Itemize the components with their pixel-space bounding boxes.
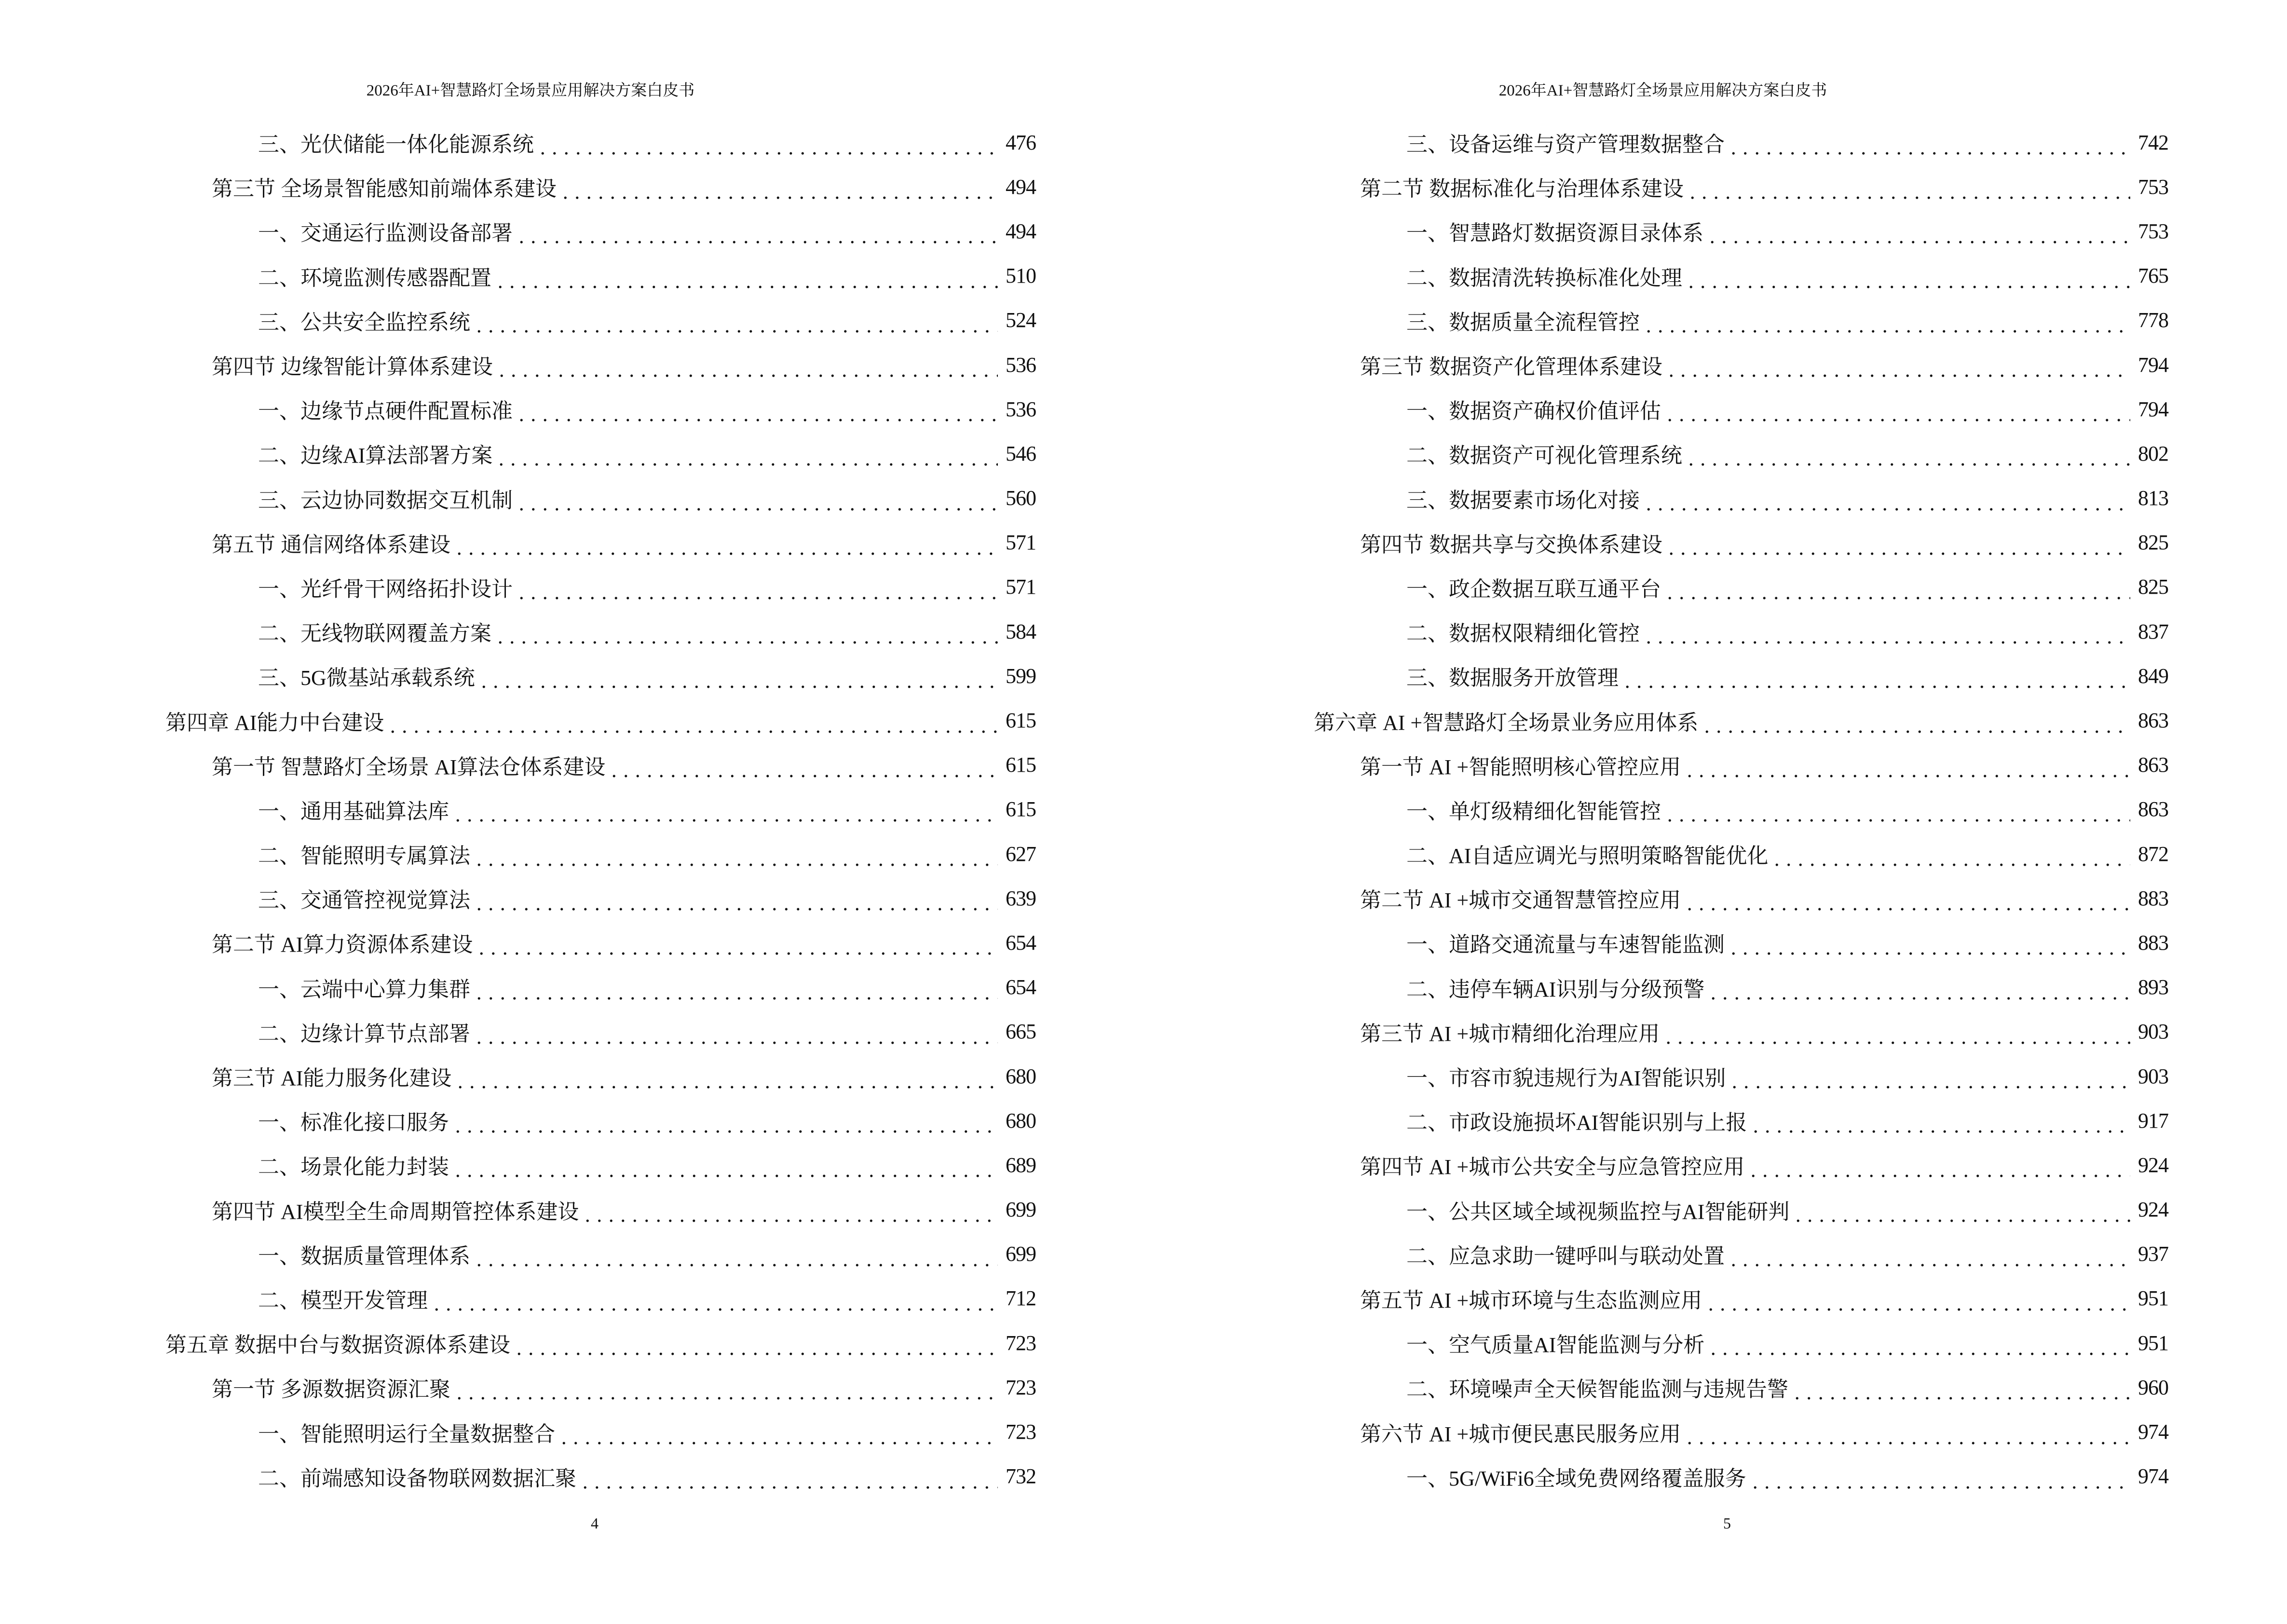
toc-entry-title: 二、AI自适应调光与照明策略智能优化: [1406, 844, 1769, 868]
dot-leader: [494, 269, 998, 290]
toc-entry-title: 二、场景化能力封装: [258, 1155, 449, 1179]
toc-entry-page-number: 937: [2138, 1242, 2168, 1266]
toc-entry-page-number: 883: [2138, 930, 2168, 955]
dot-leader: [1728, 135, 2130, 156]
toc-entry-page-number: 893: [2138, 975, 2168, 999]
toc-entry-item[interactable]: [165, 120, 1036, 164]
toc-entry-page-number: 917: [2138, 1108, 2168, 1133]
toc-entry-page-number: 494: [1006, 219, 1036, 243]
toc-entry-page-number: 960: [2138, 1375, 2168, 1399]
toc-entry-title: 第六节 AI +城市便民惠民服务应用: [1360, 1422, 1681, 1446]
dot-leader: [494, 624, 998, 645]
toc-entry-page-number: 742: [2138, 130, 2168, 154]
toc-entry-title: 二、环境噪声全天候智能监测与违规告警: [1406, 1378, 1788, 1402]
toc-entry-page-number: 951: [2138, 1331, 2168, 1355]
toc-entry-item[interactable]: [165, 387, 1036, 431]
toc-entry-title: 第五章 数据中台与数据资源体系建设: [165, 1333, 510, 1357]
toc-entry-page-number: 825: [2138, 531, 2168, 555]
toc-entry-page-number: 510: [1006, 264, 1036, 288]
dot-leader: [1747, 1158, 2130, 1179]
toc-entry-item[interactable]: [165, 965, 1036, 1010]
toc-entry-title: 第三节 全场景智能感知前端体系建设: [212, 177, 557, 201]
toc-entry-page-number: 951: [2138, 1286, 2168, 1310]
dot-leader: [473, 980, 998, 1001]
toc-entry-page-number: 924: [2138, 1198, 2168, 1222]
toc-entry-title: 一、政企数据互联互通平台: [1406, 577, 1661, 601]
toc-entry-page-number: 778: [2138, 308, 2168, 332]
dot-leader: [1664, 580, 2130, 601]
toc-entry-title: 第五节 通信网络体系建设: [212, 532, 450, 557]
toc-entry-item[interactable]: [1314, 832, 2168, 876]
dot-leader: [516, 580, 998, 601]
toc-entry-page-number: 654: [1006, 930, 1036, 955]
toc-entry-page-number: 560: [1006, 486, 1036, 510]
toc-entry-page-number: 665: [1006, 1020, 1036, 1044]
dot-leader: [1771, 846, 2130, 868]
dot-leader: [453, 535, 998, 557]
toc-entry-page-number: 615: [1006, 753, 1036, 777]
dot-leader: [1749, 1469, 2130, 1490]
dot-leader: [452, 802, 998, 823]
toc-entry-title: 第一节 AI +智能照明核心管控应用: [1360, 755, 1681, 779]
dot-leader: [431, 1291, 998, 1312]
toc-entry-title: 一、市容市貌违规行为AI智能识别: [1406, 1066, 1726, 1091]
toc-entry-page-number: 699: [1006, 1242, 1036, 1266]
toc-entry-title: 第二节 AI算力资源体系建设: [212, 933, 473, 957]
toc-entry-page-number: 903: [2138, 1020, 2168, 1044]
dot-leader: [1685, 446, 2130, 467]
toc-entry-title: 第三节 AI +城市精细化治理应用: [1360, 1022, 1660, 1046]
toc-entry-page-number: 654: [1006, 975, 1036, 999]
toc-entry-title: 二、边缘AI算法部署方案: [258, 444, 493, 468]
toc-entry-page-number: 825: [2138, 575, 2168, 599]
dot-leader: [1684, 1425, 2130, 1446]
toc-entry-title: 一、公共区域全域视频监控与AI智能研判: [1406, 1200, 1790, 1224]
toc-entry-page-number: 584: [1006, 619, 1036, 643]
dot-leader: [1621, 669, 2130, 690]
dot-leader: [1729, 1069, 2130, 1090]
toc-entry-page-number: 753: [2138, 175, 2168, 199]
toc-entry-page-number: 689: [1006, 1153, 1036, 1177]
toc-entry-page-number: 903: [2138, 1064, 2168, 1088]
toc-entry-page-number: 813: [2138, 486, 2168, 510]
toc-entry-item[interactable]: [165, 832, 1036, 876]
toc-entry-item[interactable]: [165, 209, 1036, 253]
toc-entry-title: 三、交通管控视觉算法: [258, 888, 470, 913]
toc-entry-item[interactable]: [1314, 476, 2168, 520]
dot-leader: [473, 891, 998, 912]
toc-entry-page-number: 712: [1006, 1286, 1036, 1310]
dot-leader: [1685, 269, 2130, 290]
toc-entry-page-number: 723: [1006, 1375, 1036, 1399]
dot-leader: [516, 402, 998, 423]
toc-entry-item[interactable]: [165, 476, 1036, 520]
toc-entry-title: 第四节 AI模型全生命周期管控体系建设: [212, 1200, 579, 1224]
toc-entry-page-number: 863: [2138, 709, 2168, 733]
dot-leader: [516, 224, 998, 245]
toc-entry-page-number: 599: [1006, 664, 1036, 688]
toc-entry-item[interactable]: [1314, 120, 2168, 164]
toc-entry-item[interactable]: [1314, 1187, 2168, 1232]
toc-entry-section[interactable]: [1314, 520, 2168, 565]
toc-entry-item[interactable]: [1314, 565, 2168, 609]
toc-entry-title: 第六章 AI +智慧路灯全场景业务应用体系: [1314, 710, 1699, 735]
toc-entry-title: 第一节 智慧路灯全场景 AI算法仓体系建设: [212, 755, 606, 779]
toc-entry-item[interactable]: [1314, 1098, 2168, 1143]
toc-entry-title: 二、环境监测传感器配置: [258, 266, 491, 290]
dot-leader: [1707, 1336, 2130, 1357]
toc-entry-title: 第二节 数据标准化与治理体系建设: [1360, 177, 1684, 201]
toc-entry-title: 三、数据质量全流程管控: [1406, 310, 1640, 334]
toc-entry-page-number: 615: [1006, 797, 1036, 821]
toc-entry-item[interactable]: [165, 654, 1036, 698]
dot-leader: [1684, 891, 2130, 912]
toc-entry-page-number: 924: [2138, 1153, 2168, 1177]
toc-entry-title: 一、边缘节点硬件配置标准: [258, 399, 513, 423]
toc-entry-title: 第四节 边缘智能计算体系建设: [212, 355, 493, 379]
running-header: 2026年AI+智慧路灯全场景应用解决方案白皮书: [366, 82, 695, 99]
toc-entry-item[interactable]: [1314, 1365, 2168, 1409]
toc-entry-title: 一、道路交通流量与车速智能监测: [1406, 933, 1725, 957]
toc-entry-title: 二、应急求助一键呼叫与联动处置: [1406, 1244, 1725, 1268]
toc-entry-page-number: 723: [1006, 1331, 1036, 1355]
toc-entry-section[interactable]: [1314, 743, 2168, 787]
toc-entry-section[interactable]: [165, 1365, 1036, 1409]
toc-entry-page-number: 974: [2138, 1464, 2168, 1488]
toc-entry-item[interactable]: [1314, 1321, 2168, 1365]
toc-entry-title: 三、数据服务开放管理: [1406, 666, 1619, 690]
toc-entry-title: 三、5G微基站承载系统: [258, 666, 475, 690]
dot-leader: [1665, 535, 2130, 557]
toc-entry-title: 三、公共安全监控系统: [258, 310, 470, 334]
dot-leader: [1643, 624, 2130, 645]
toc-entry-page-number: 571: [1006, 531, 1036, 555]
dot-leader: [1792, 1202, 2130, 1224]
dot-leader: [1701, 713, 2130, 735]
toc-entry-page-number: 494: [1006, 175, 1036, 199]
running-header: 2026年AI+智慧路灯全场景应用解决方案白皮书: [1498, 82, 1827, 99]
toc-entry-title: 第二节 AI +城市交通智慧管控应用: [1360, 888, 1681, 913]
toc-entry-section[interactable]: [165, 342, 1036, 387]
toc-entry-section[interactable]: [165, 520, 1036, 565]
toc-entry-title: 一、通用基础算法库: [258, 799, 449, 823]
toc-entry-page-number: 546: [1006, 441, 1036, 465]
toc-entry-page-number: 872: [2138, 842, 2168, 866]
toc-entry-section[interactable]: [1314, 876, 2168, 920]
toc-entry-item[interactable]: [1314, 1054, 2168, 1098]
toc-entry-item[interactable]: [165, 1276, 1036, 1321]
toc-entry-item[interactable]: [1314, 654, 2168, 698]
toc-entry-page-number: 837: [2138, 619, 2168, 643]
toc-entry-title: 三、设备运维与资产管理数据整合: [1406, 133, 1725, 157]
dot-leader: [496, 357, 998, 379]
dot-leader: [608, 758, 998, 779]
toc-entry-page-number: 699: [1006, 1198, 1036, 1222]
toc-entry-item[interactable]: [165, 787, 1036, 832]
toc-entry-section[interactable]: [165, 164, 1036, 209]
toc-entry-page-number: 732: [1006, 1464, 1036, 1488]
toc-entry-section[interactable]: [1314, 342, 2168, 387]
dot-leader: [1664, 402, 2130, 423]
dot-leader: [1728, 935, 2130, 956]
dot-leader: [1684, 758, 2130, 779]
toc-entry-title: 二、智能照明专属算法: [258, 844, 470, 868]
toc-entry-title: 二、无线物联网覆盖方案: [258, 622, 491, 646]
toc-entry-item[interactable]: [1314, 1232, 2168, 1276]
dot-leader: [1750, 1113, 2130, 1134]
page-number: 5: [1723, 1515, 1731, 1532]
toc-entry-page-number: 476: [1006, 130, 1036, 154]
toc-entry-section[interactable]: [1314, 1143, 2168, 1187]
toc-entry-title: 一、数据质量管理体系: [258, 1244, 470, 1268]
toc-entry-page-number: 794: [2138, 353, 2168, 377]
dot-leader: [473, 1024, 998, 1046]
toc-entry-title: 一、单灯级精细化智能管控: [1406, 799, 1661, 823]
toc-entry-item[interactable]: [1314, 254, 2168, 298]
toc-entry-title: 第三节 数据资产化管理体系建设: [1360, 355, 1662, 379]
toc-entry-page-number: 765: [2138, 264, 2168, 288]
toc-entry-chapter[interactable]: [165, 1321, 1036, 1365]
dot-leader: [453, 1380, 998, 1401]
dot-leader: [473, 846, 998, 868]
toc-entry-title: 三、光伏储能一体化能源系统: [258, 133, 534, 157]
toc-entry-item[interactable]: [1314, 431, 2168, 476]
toc-entry-chapter[interactable]: [165, 698, 1036, 742]
dot-leader: [537, 135, 998, 156]
toc-entry-page-number: 849: [2138, 664, 2168, 688]
toc-entry-title: 二、前端感知设备物联网数据汇聚: [258, 1466, 576, 1490]
toc-entry-page-number: 723: [1006, 1420, 1036, 1444]
table-of-contents: [1314, 120, 2168, 1499]
dot-leader: [1728, 1247, 2130, 1268]
toc-entry-title: 二、数据清洗转换标准化处理: [1406, 266, 1682, 290]
dot-leader: [495, 446, 998, 467]
toc-entry-title: 三、云边协同数据交互机制: [258, 488, 513, 512]
toc-entry-title: 一、5G/WiFi6全域免费网络覆盖服务: [1406, 1466, 1746, 1490]
toc-entry-item[interactable]: [1314, 298, 2168, 342]
toc-entry-title: 第一节 多源数据资源汇聚: [212, 1378, 450, 1402]
dot-leader: [1687, 179, 2130, 201]
dot-leader: [559, 179, 998, 201]
dot-leader: [452, 1113, 998, 1134]
toc-entry-page-number: 615: [1006, 709, 1036, 733]
toc-entry-title: 第四章 AI能力中台建设: [165, 710, 384, 735]
dot-leader: [1664, 802, 2130, 823]
toc-entry-item[interactable]: [165, 298, 1036, 342]
toc-entry-page-number: 536: [1006, 353, 1036, 377]
dot-leader: [1665, 357, 2130, 379]
toc-entry-page-number: 627: [1006, 842, 1036, 866]
toc-entry-item[interactable]: [165, 1010, 1036, 1054]
toc-entry-page-number: 794: [2138, 397, 2168, 421]
toc-entry-section[interactable]: [165, 1054, 1036, 1098]
dot-leader: [579, 1469, 998, 1490]
toc-entry-item[interactable]: [165, 1098, 1036, 1143]
dot-leader: [478, 669, 998, 690]
table-of-contents: [165, 120, 1036, 1499]
toc-entry-title: 一、云端中心算力集群: [258, 977, 470, 1001]
dot-leader: [476, 935, 998, 956]
toc-entry-item[interactable]: [165, 1454, 1036, 1499]
toc-entry-page-number: 883: [2138, 886, 2168, 910]
toc-entry-section[interactable]: [165, 743, 1036, 787]
dot-leader: [454, 1069, 998, 1090]
toc-entry-page-number: 974: [2138, 1420, 2168, 1444]
toc-entry-page-number: 536: [1006, 397, 1036, 421]
toc-entry-title: 三、数据要素市场化对接: [1406, 488, 1640, 512]
dot-leader: [1706, 224, 2130, 245]
toc-entry-item[interactable]: [165, 1409, 1036, 1454]
toc-entry-page-number: 863: [2138, 797, 2168, 821]
toc-entry-section[interactable]: [165, 1187, 1036, 1232]
toc-entry-item[interactable]: [165, 431, 1036, 476]
toc-entry-section[interactable]: [1314, 1010, 2168, 1054]
toc-entry-title: 一、光纤骨干网络拓扑设计: [258, 577, 513, 601]
toc-entry-title: 第四节 数据共享与交换体系建设: [1360, 532, 1662, 557]
toc-entry-title: 二、数据资产可视化管理系统: [1406, 444, 1682, 468]
toc-entry-page-number: 863: [2138, 753, 2168, 777]
toc-entry-title: 二、市政设施损坏AI智能识别与上报: [1406, 1111, 1747, 1135]
toc-entry-item[interactable]: [1314, 787, 2168, 832]
toc-entry-item[interactable]: [165, 1143, 1036, 1187]
toc-entry-item[interactable]: [1314, 1454, 2168, 1499]
toc-entry-item[interactable]: [1314, 965, 2168, 1010]
toc-entry-title: 一、智能照明运行全量数据整合: [258, 1422, 555, 1446]
toc-entry-title: 二、违停车辆AI识别与分级预警: [1406, 977, 1705, 1001]
toc-entry-item[interactable]: [165, 876, 1036, 920]
toc-entry-title: 一、空气质量AI智能监测与分析: [1406, 1333, 1705, 1357]
toc-entry-item[interactable]: [165, 609, 1036, 654]
toc-entry-title: 第四节 AI +城市公共安全与应急管控应用: [1360, 1155, 1745, 1179]
toc-entry-item[interactable]: [1314, 387, 2168, 431]
toc-entry-title: 一、标准化接口服务: [258, 1111, 449, 1135]
dot-leader: [1662, 1024, 2130, 1046]
toc-entry-title: 一、智慧路灯数据资源目录体系: [1406, 221, 1703, 246]
toc-entry-title: 二、模型开发管理: [258, 1288, 428, 1312]
toc-entry-title: 一、交通运行监测设备部署: [258, 221, 513, 246]
dot-leader: [513, 1336, 998, 1357]
toc-entry-title: 二、数据权限精细化管控: [1406, 622, 1640, 646]
toc-entry-title: 第五节 AI +城市环境与生态监测应用: [1360, 1288, 1702, 1312]
toc-entry-page-number: 753: [2138, 219, 2168, 243]
toc-entry-page-number: 680: [1006, 1108, 1036, 1133]
toc-entry-title: 一、数据资产确权价值评估: [1406, 399, 1661, 423]
dot-leader: [387, 713, 998, 735]
dot-leader: [558, 1425, 998, 1446]
toc-entry-item[interactable]: [1314, 609, 2168, 654]
dot-leader: [473, 1247, 998, 1268]
toc-entry-page-number: 802: [2138, 441, 2168, 465]
dot-leader: [452, 1158, 998, 1179]
dot-leader: [1643, 491, 2130, 512]
dot-leader: [1643, 313, 2130, 334]
toc-entry-page-number: 524: [1006, 308, 1036, 332]
dot-leader: [1791, 1380, 2130, 1401]
dot-leader: [1705, 1291, 2130, 1312]
toc-entry-chapter[interactable]: [1314, 698, 2168, 742]
toc-entry-section[interactable]: [1314, 164, 2168, 209]
dot-leader: [516, 491, 998, 512]
toc-entry-item[interactable]: [1314, 209, 2168, 253]
dot-leader: [473, 313, 998, 334]
toc-entry-item[interactable]: [165, 565, 1036, 609]
dot-leader: [1707, 980, 2130, 1001]
toc-entry-item[interactable]: [165, 254, 1036, 298]
toc-entry-title: 第三节 AI能力服务化建设: [212, 1066, 452, 1091]
toc-entry-section[interactable]: [1314, 1409, 2168, 1454]
toc-entry-section[interactable]: [1314, 1276, 2168, 1321]
toc-entry-page-number: 680: [1006, 1064, 1036, 1088]
toc-entry-page-number: 571: [1006, 575, 1036, 599]
toc-entry-title: 二、边缘计算节点部署: [258, 1022, 470, 1046]
toc-entry-page-number: 639: [1006, 886, 1036, 910]
dot-leader: [582, 1202, 998, 1224]
page-number: 4: [591, 1515, 599, 1532]
toc-entry-section[interactable]: [165, 920, 1036, 965]
toc-entry-item[interactable]: [165, 1232, 1036, 1276]
toc-entry-item[interactable]: [1314, 920, 2168, 965]
right-page: [1144, 0, 2287, 1624]
